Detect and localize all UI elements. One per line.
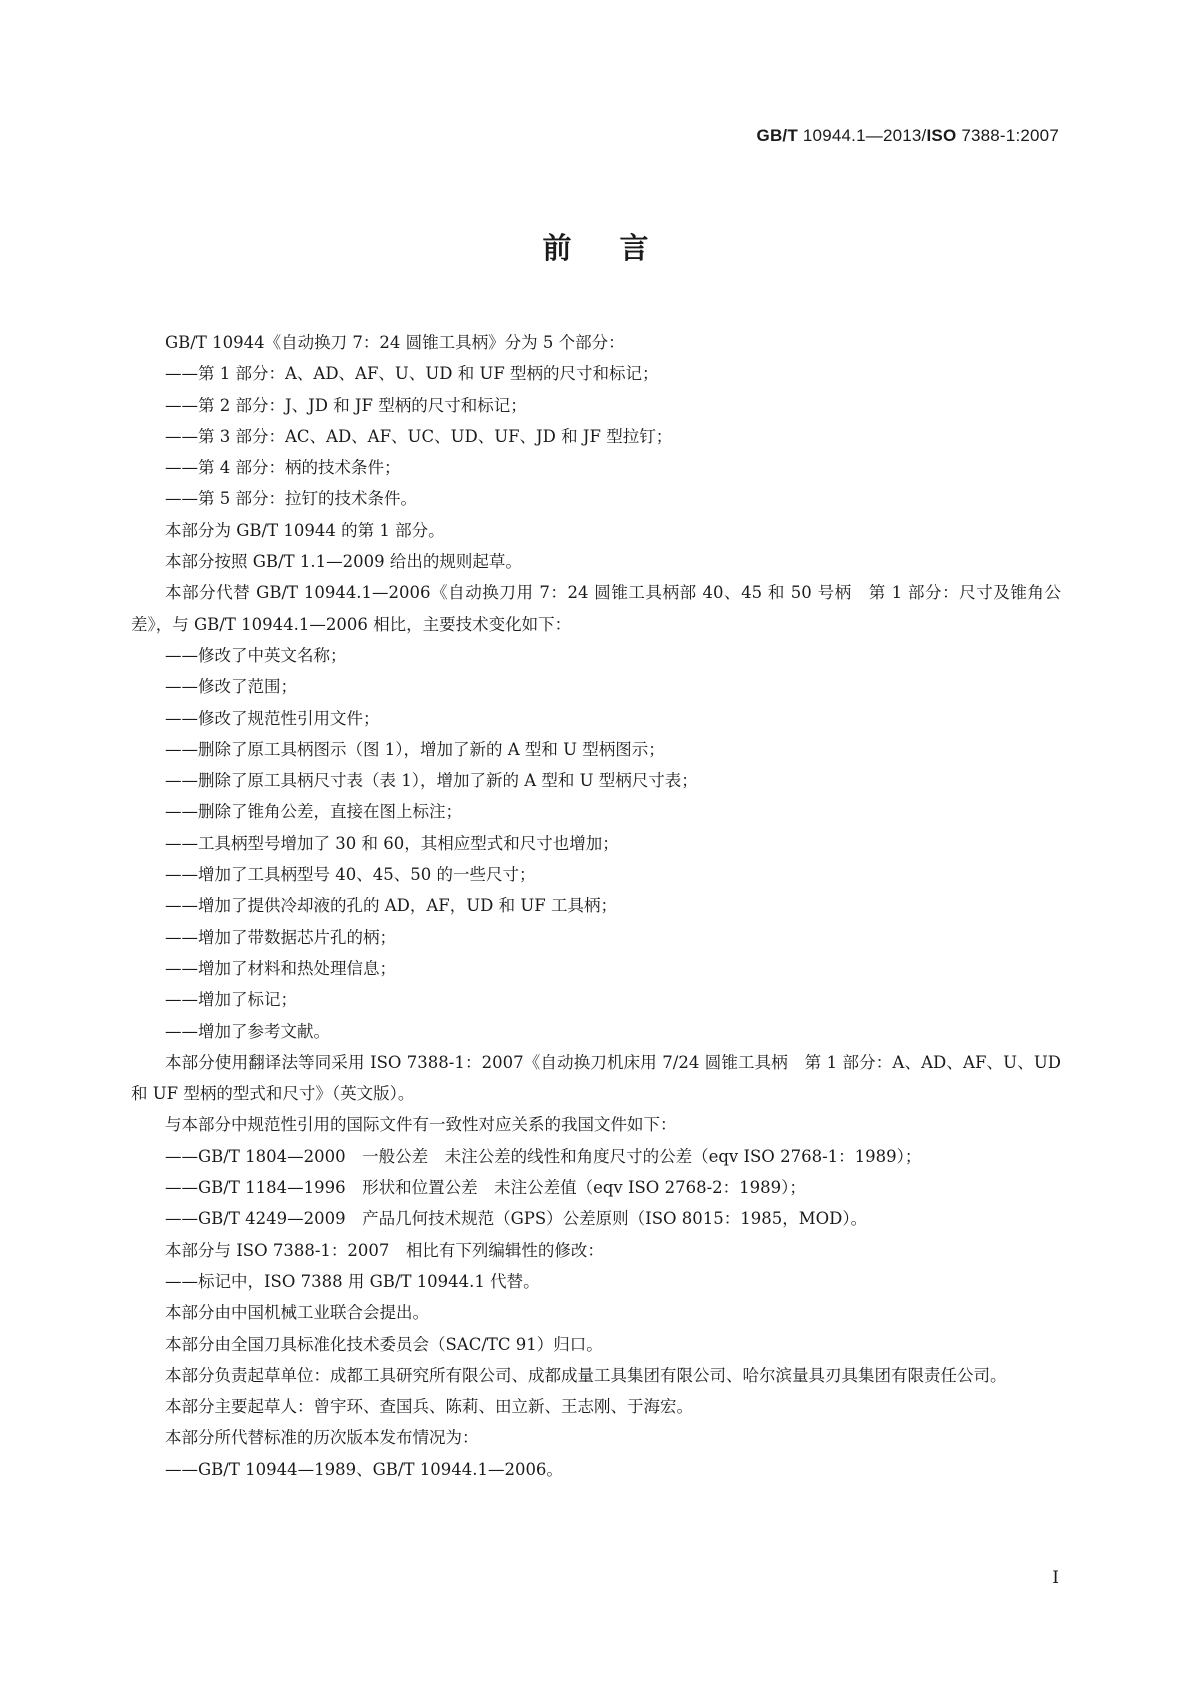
list-item: ——第 5 部分：拉钉的技术条件。 [165,489,417,509]
list-item: ——工具柄型号增加了 30 和 60，其相应型式和尺寸也增加； [165,833,619,853]
list-item: ——删除了原工具柄尺寸表（表 1），增加了新的 A 型和 U 型柄尺寸表； [165,771,698,791]
list-item: ——第 1 部分：A、AD、AF、U、UD 和 UF 型柄的尺寸和标记； [165,364,659,384]
paragraph: 本部分所代替标准的历次版本发布情况为： [165,1428,479,1448]
list-item: ——增加了提供冷却液的孔的 AD，AF，UD 和 UF 工具柄； [165,896,617,916]
list-item: ——增加了工具柄型号 40、45、50 的一些尺寸； [165,865,536,885]
paragraph: 本部分按照 GB/T 1.1—2009 给出的规则起草。 [165,552,522,572]
list-item: ——增加了标记； [165,990,297,1010]
standard-number: 10944.1—2013/ [802,126,927,145]
page-title: 前言 [542,231,697,265]
list-item: ——删除了锥角公差，直接在图上标注； [165,802,462,822]
list-item: ——修改了规范性引用文件； [165,708,380,728]
paragraph: 本部分由中国机械工业联合会提出。 [165,1303,429,1323]
standard-prefix: GB/T [756,126,798,145]
list-item: ——GB/T 1804—2000 一般公差 未注公差的线性和角度尺寸的公差（eqv ISO 2768-1：1989）； [165,1146,922,1166]
list-item: ——GB/T 10944—1989、GB/T 10944.1—2006。 [165,1459,563,1479]
standard-number-header [757,126,1059,146]
paragraph: 本部分代替 GB/T 10944.1—2006《自动换刀用 7：24 圆锥工具柄部 40、45 和 50 号柄 第 1 部分：尺寸及锥角公差》，与 GB/T 10944.1—2006 相比，主要技术变化如下： [131,583,1061,634]
page-number: I [1052,1568,1059,1588]
list-item: ——GB/T 4249—2009 产品几何技术规范（GPS）公差原则（ISO 8015：1985，MOD）。 [165,1209,868,1229]
paragraph: 本部分与 ISO 7388-1：2007 相比有下列编辑性的修改： [165,1240,604,1260]
paragraph: 本部分为 GB/T 10944 的第 1 部分。 [165,520,445,540]
list-item: ——删除了原工具柄图示（图 1），增加了新的 A 型和 U 型柄图示； [165,739,665,759]
list-item: ——增加了参考文献。 [165,1021,330,1041]
paragraph: 本部分主要起草人：曾宇环、查国兵、陈莉、田立新、王志刚、于海宏。 [165,1397,693,1417]
paragraph: 本部分负责起草单位：成都工具研究所有限公司、成都成量工具集团有限公司、哈尔滨量具刃具集团有限责任公司。 [165,1365,1007,1385]
list-item: ——第 2 部分：J、JD 和 JF 型柄的尺寸和标记； [165,395,527,415]
paragraph: 与本部分中规范性引用的国际文件有一致性对应关系的我国文件如下： [165,1115,677,1135]
paragraph: 本部分由全国刀具标准化技术委员会（SAC/TC 91）归口。 [165,1334,603,1354]
list-item: ——标记中，ISO 7388 用 GB/T 10944.1 代替。 [165,1271,540,1291]
iso-number: 7388-1:2007 [961,126,1059,145]
list-item: ——修改了中英文名称； [165,645,347,665]
paragraph: GB/T 10944《自动换刀 7：24 圆锥工具柄》分为 5 个部分： [165,333,625,352]
list-item: ——修改了范围； [165,677,297,697]
list-item: ——增加了材料和热处理信息； [165,958,396,978]
list-item: ——增加了带数据芯片孔的柄； [165,927,396,947]
iso-prefix: ISO [926,126,957,145]
foreword-body [131,327,1061,1485]
list-item: ——第 4 部分：柄的技术条件； [165,458,401,478]
paragraph: 本部分使用翻译法等同采用 ISO 7388-1：2007《自动换刀机床用 7/24 圆锥工具柄 第 1 部分：A、AD、AF、U、UD 和 UF 型柄的型式和尺寸》（英文版）。 [131,1052,1061,1104]
list-item: ——第 3 部分：AC、AD、AF、UC、UD、UF、JD 和 JF 型拉钉； [165,426,673,446]
list-item: ——GB/T 1184—1996 形状和位置公差 未注公差值（eqv ISO 2768-2：1989）； [165,1178,806,1198]
